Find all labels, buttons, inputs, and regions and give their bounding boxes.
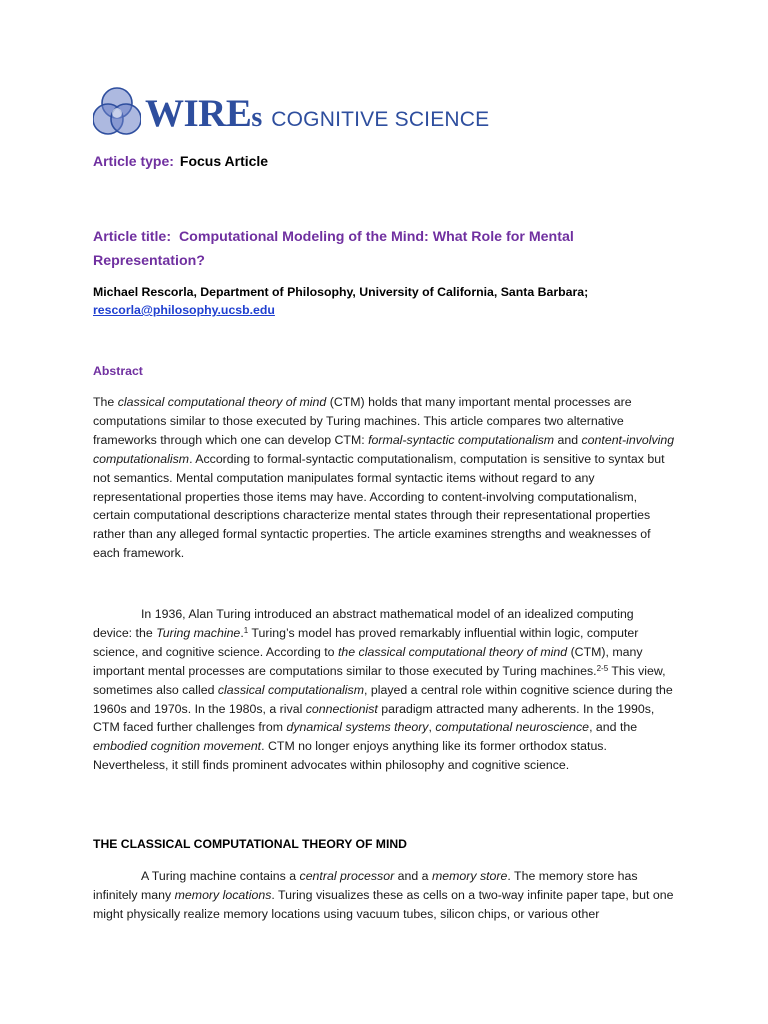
journal-subtitle: COGNITIVE SCIENCE: [271, 107, 490, 131]
journal-wordmark: [145, 91, 489, 136]
text-run: In 1936, Alan Turing introduced an abstract mathematical model of an idealized computing device: the: [93, 607, 634, 640]
emphasis: embodied cognition movement: [93, 739, 262, 754]
text-run: .: [240, 625, 244, 640]
text-run: , and the: [589, 720, 638, 735]
text-run: (CTM), many important mental processes are computations similar to those executed by Turing machines.: [93, 644, 643, 678]
abstract-paragraph: [93, 393, 675, 563]
abstract-heading: Abstract: [93, 364, 143, 378]
article-type-label: Article type:: [93, 153, 174, 169]
emphasis: connectionist: [305, 701, 378, 716]
emphasis: content-involving computationalism: [93, 432, 675, 466]
article-title-label: Article title:: [93, 229, 172, 245]
emphasis: formal-syntactic computationalism: [368, 432, 555, 447]
text-run: The: [93, 395, 118, 409]
text-run: , played a central role within cognitive science during the 1960s and 1970s. In the 1980s, a rival: [93, 682, 673, 716]
journal-name-suffix: s: [251, 101, 263, 133]
emphasis: classical computational theory of mind: [117, 395, 327, 409]
article-type: [93, 153, 268, 169]
article-title: [93, 225, 683, 273]
emphasis: central processor: [299, 869, 395, 883]
text-run: . The memory store has infinitely many: [93, 869, 638, 902]
text-run: and: [554, 432, 582, 447]
emphasis: memory locations: [174, 887, 272, 902]
footnote-ref[interactable]: 1: [243, 625, 249, 635]
text-run: . CTM no longer enjoys anything like its former orthodox status. Nevertheless, it still finds prominent advocates within philosophy and cognitive science.: [93, 739, 607, 773]
emphasis: classical computationalism: [217, 682, 364, 697]
section-heading: THE CLASSICAL COMPUTATIONAL THEORY OF MIND: [93, 837, 407, 851]
footnote-ref[interactable]: 2-5: [596, 663, 609, 673]
text-run: paradigm attracted many adherents. In the 1990s, CTM faced further challenges from: [93, 701, 655, 735]
emphasis: memory store: [431, 869, 508, 883]
author-block: [93, 283, 693, 319]
author-email-link[interactable]: rescorla@philosophy.ucsb.edu: [93, 303, 275, 317]
journal-logo: [93, 84, 489, 140]
section-paragraph: [93, 867, 675, 924]
article-type-value: Focus Article: [179, 153, 269, 169]
wires-circles-logo-icon: [93, 86, 141, 138]
emphasis: dynamical systems theory: [286, 720, 429, 735]
text-run: ,: [428, 720, 436, 735]
text-run: . Turing visualizes these as cells on a two-way infinite paper tape, but one might physically realize memory locations using vacuum tubes, silicon chips, or various other: [93, 887, 674, 921]
text-run: (CTM) holds that many important mental processes are computations similar to those executed by Turing machines. This article compares two alternative frameworks through which one can develop CTM:: [93, 395, 632, 447]
text-run: A Turing machine contains a: [141, 869, 300, 883]
emphasis: Turing machine: [156, 625, 241, 640]
text-run: Turing’s model has proved remarkably influential within logic, computer science, and cognitive science. According to: [93, 625, 639, 659]
text-run: and a: [394, 869, 432, 883]
text-run: . According to formal-syntactic computationalism, computation is sensitive to syntax but not semantics. Mental computation manipulates formal syntactic items without regard to any representational properties those items may have. According to content-involving computationalism, certain computational descriptions characterize mental states through their representational properties rather than any alleged formal syntactic properties. The article examines strengths and weaknesses of each framework.: [93, 451, 665, 561]
intro-paragraph: [93, 605, 675, 775]
journal-name: WIRE: [145, 91, 252, 135]
emphasis: the classical computational theory of mind: [337, 644, 568, 659]
author-affiliation: Michael Rescorla, Department of Philosophy, University of California, Santa Barbara;: [93, 285, 589, 299]
emphasis: computational neuroscience: [435, 720, 590, 735]
article-title-value: Computational Modeling of the Mind: What Role for Mental Representation?: [93, 229, 574, 269]
text-run: This view, sometimes also called: [93, 663, 666, 697]
